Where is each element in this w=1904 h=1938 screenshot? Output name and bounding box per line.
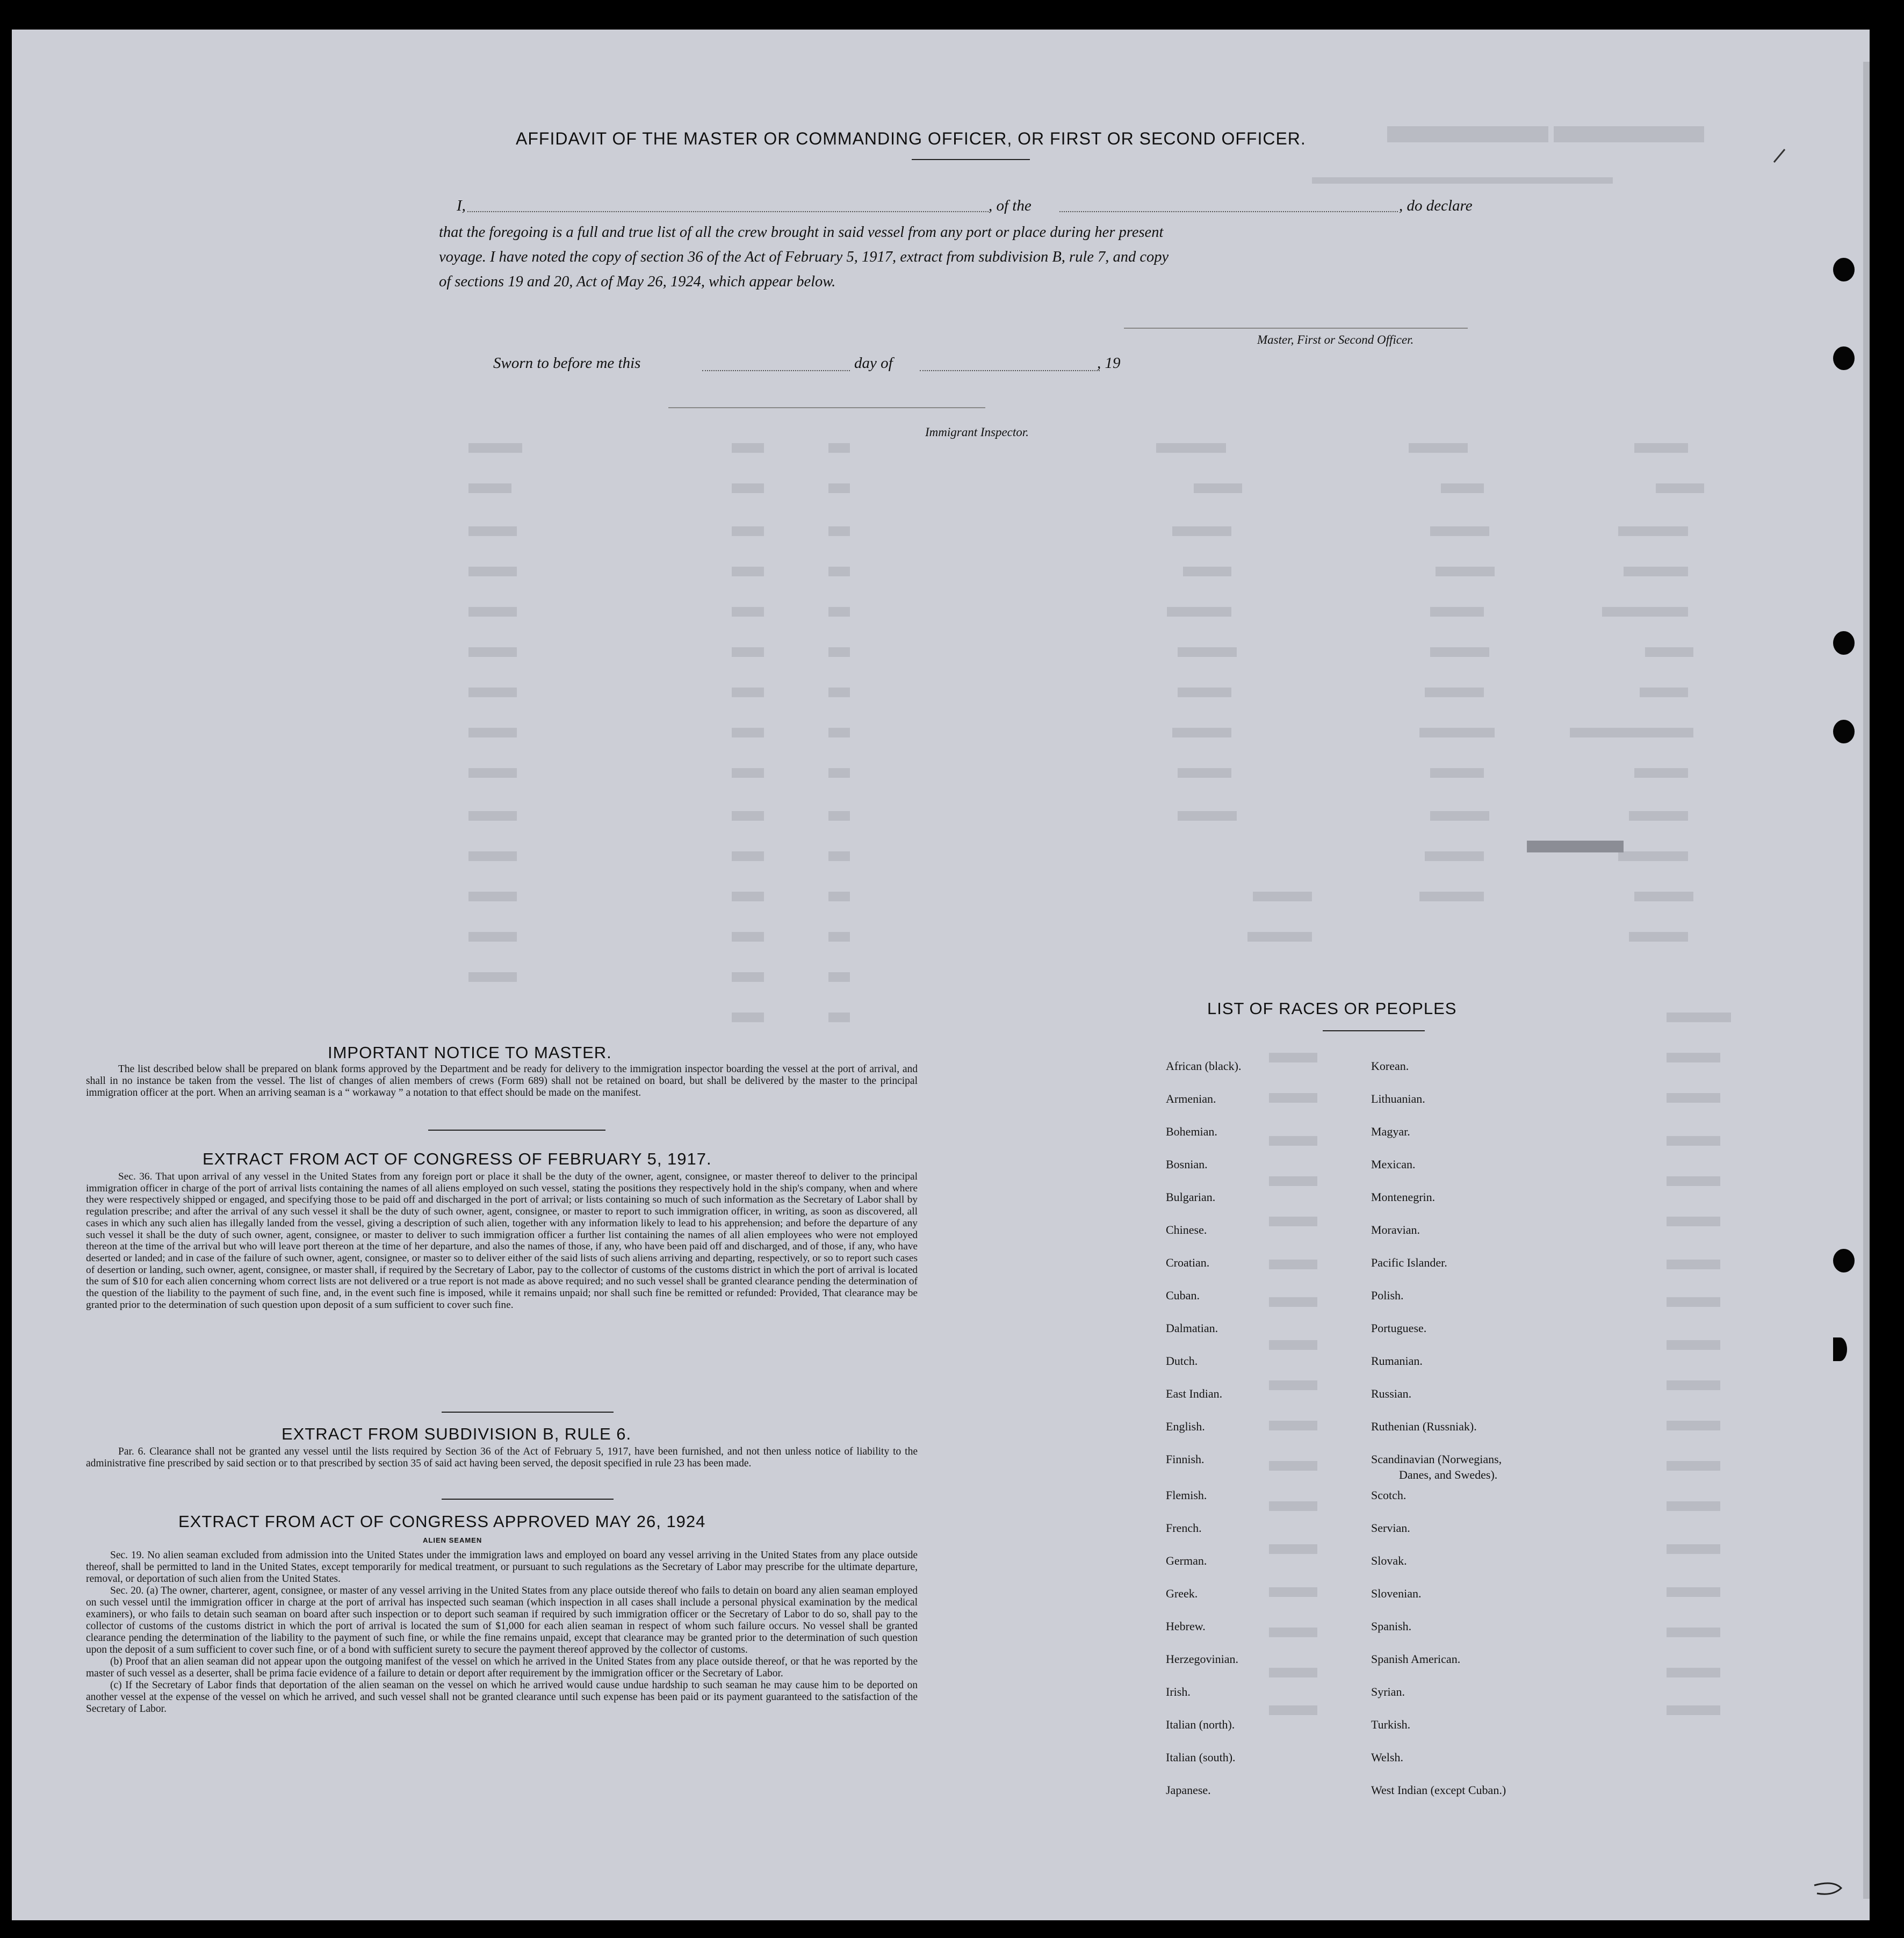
sec-20c-text: (c) If the Secretary of Labor finds that deportation of the alien seaman on the vessel on which he arrived would cause undue hardship to such seaman he may cause him to be deported on another vessel at the expense of the vessel on which he arrived, and such vessel shall not be granted clearance until such expense has been paid or its payment guaranteed to the satisfaction of the Secretary of Labor.	[86, 1680, 918, 1715]
races-title: LIST OF RACES OR PEOPLES	[1207, 999, 1457, 1018]
race-left-12: English.	[1166, 1420, 1205, 1433]
affidavit-body-line-3: of sections 19 and 20, Act of May 26, 1924, which appear below.	[439, 273, 836, 290]
race-left-23: Japanese.	[1166, 1783, 1211, 1797]
race-right-18: Spanish.	[1371, 1619, 1412, 1633]
vessel-name-field[interactable]	[1059, 211, 1398, 212]
race-right-14: Scotch.	[1371, 1488, 1407, 1502]
race-left-22: Italian (south).	[1166, 1751, 1236, 1764]
race-right-13: Scandinavian (Norwegians,	[1371, 1452, 1502, 1466]
affidavit-body-line-1: that the foregoing is a full and true list of all the crew brought in said vessel from any port or place during her present	[439, 224, 1164, 241]
race-left-18: Hebrew.	[1166, 1619, 1206, 1633]
race-left-15: French.	[1166, 1521, 1202, 1535]
extract-1917-title: EXTRACT FROM ACT OF CONGRESS OF FEBRUARY 5, 1917.	[203, 1149, 712, 1168]
extract-1917-text: Sec. 36. That upon arrival of any vessel in the United States from any foreign port or place it shall be the duty of the owner, agent, consignee, or master thereof to deliver to the principal immigration officer in charge of the port of arrival lists containing the names of all aliens employed on such vessel, stating the positions they respectively hold in the ship's company, when and where they were respectively shipped or engaged, and specifying those to be paid off and discharged in the port of arrival; or lists containing so much of such information as the Secretary of Labor shall by regulation prescribe; and after the arrival of any such vessel it shall be the duty of such owner, agent, consignee, or master to report to such immigration officer, in writing, as soon as discovered, all cases in which any such alien has illegally landed from the vessel, giving a description of such alien, together with any information likely to lead to his apprehension; and before the departure of any such vessel it shall be the duty of such owner, agent, consignee, or master to deliver to such immigration officer a further list containing the names of all alien employees who were not employed thereon at the time of the arrival but who will leave port thereon at the time of her departure, and also the names of those, if any, who have been paid off and discharged, and of those, if any, who have deserted or landed; and in case of the failure of such owner, agent, consignee, or master so to deliver either of the said lists of such aliens arriving and departing, respectively, or so to report such cases of desertion or landing, such owner, agent, consignee, or master shall, if required by the Secretary of Labor, pay to the collector of customs of the customs district in which the port of arrival is located the sum of $10 for each alien concerning whom correct lists are not delivered or a true report is not made as above required; and no such vessel shall be granted clearance pending the determination of the question of the liability to the payment of such fine, and, in the event such fine is imposed, while it remains unpaid; nor shall such fine be remitted or refunded: Provided, That clearance may be granted prior to the determination of such question upon deposit of a sum sufficient to cover such fine.	[86, 1171, 918, 1311]
race-left-14: Flemish.	[1166, 1488, 1207, 1502]
sec-20a-text: Sec. 20. (a) The owner, charterer, agent, consignee, or master of any vessel arriving in the United States from any place outside thereof who fails to detain on board any alien seaman employed on such vessel until the immigration officer in charge at the port of arrival has inspected such seaman (which inspection in all cases shall include a personal physical examination by the medical examiners), or who fails to detain such seaman on board after such inspection or to deport such seaman if required by such immigration officer or the Secretary of Labor to do so, shall pay to the collector of customs of the customs district in which the port of arrival is located the sum of $1,000 for each alien seaman in respect of whom such failure occurs. No vessel shall be granted clearance pending the determination of the liability to the payment of such fine, or while the fine remains unpaid, except that clearance may be granted prior to the determination of such question upon the deposit of a sum sufficient to cover such fine, or of a bond with sufficient surety to secure the payment thereof approved by the collector of customs.	[86, 1585, 918, 1655]
subdivision-text: Par. 6. Clearance shall not be granted any vessel until the lists required by Section 36 of the Act of February 5, 1917, have been furnished, and not then unless notice of liability to the administrative fine prescribed by said section or to that prescribed by section 35 of said act having been served, the deposit specified in rule 23 has been made.	[86, 1446, 918, 1469]
race-left-3: Bohemian.	[1166, 1125, 1217, 1138]
race-left-2: Armenian.	[1166, 1092, 1216, 1105]
sec-19-text: Sec. 19. No alien seaman excluded from admission into the United States under the immigration laws and employed on board any vessel arriving in the United States from any place outside thereof, shall be permitted to land in the United States, except temporarily for medical treatment, or pursuant to such regulations as the Secretary of Labor may prescribe for the ultimate departure, removal, or deportation of such alien from the United States.	[86, 1550, 918, 1585]
race-left-13: Finnish.	[1166, 1452, 1205, 1466]
race-right-11: Russian.	[1371, 1387, 1412, 1400]
affidavit-declare: , do declare	[1399, 197, 1473, 214]
race-right-1: Korean.	[1371, 1059, 1409, 1073]
race-right-6: Moravian.	[1371, 1223, 1420, 1236]
race-right-15: Servian.	[1371, 1521, 1410, 1535]
race-left-1: African (black).	[1166, 1059, 1242, 1073]
document-page	[12, 30, 1870, 1920]
sworn-date-field[interactable]	[702, 370, 850, 371]
race-right-10: Rumanian.	[1371, 1354, 1423, 1368]
race-left-5: Bulgarian.	[1166, 1190, 1216, 1204]
race-right-9: Portuguese.	[1371, 1321, 1427, 1335]
inspector-signature-label: Immigrant Inspector.	[925, 425, 1029, 439]
race-right-12: Ruthenian (Russniak).	[1371, 1420, 1477, 1433]
race-right-13-cont: Danes, and Swedes).	[1399, 1468, 1498, 1481]
race-left-20: Irish.	[1166, 1685, 1191, 1698]
race-right-8: Polish.	[1371, 1289, 1404, 1302]
inspector-signature-line[interactable]	[668, 407, 985, 408]
race-left-11: East Indian.	[1166, 1387, 1223, 1400]
sworn-month-field[interactable]	[920, 370, 1100, 371]
race-right-21: Turkish.	[1371, 1718, 1411, 1731]
subdivision-title: EXTRACT FROM SUBDIVISION B, RULE 6.	[282, 1424, 632, 1443]
extract-1924-title: EXTRACT FROM ACT OF CONGRESS APPROVED MAY 26, 1924	[178, 1512, 706, 1531]
race-left-17: Greek.	[1166, 1587, 1198, 1600]
notice-title: IMPORTANT NOTICE TO MASTER.	[328, 1043, 612, 1062]
race-left-7: Croatian.	[1166, 1256, 1210, 1269]
race-right-20: Syrian.	[1371, 1685, 1405, 1698]
master-signature-line[interactable]	[1124, 328, 1468, 329]
races-rule	[1323, 1030, 1425, 1031]
race-left-19: Herzegovinian.	[1166, 1652, 1238, 1666]
race-right-22: Welsh.	[1371, 1751, 1403, 1764]
sworn-day-label: day of	[854, 355, 893, 372]
affidavit-i: I,	[457, 197, 466, 214]
race-right-5: Montenegrin.	[1371, 1190, 1436, 1204]
notice-text: The list described below shall be prepared on blank forms approved by the Department and be ready for delivery to the immigration inspector boarding the vessel at the port of arrival, and shall in no instance be taken from the vessel. The list of changes of alien members of crews (Form 689) shall not be retained on board, but shall be delivered by the master to the principal immigration officer at the port. When an arriving seaman is a “ workaway ” a notation to that effect should be made on the manifest.	[86, 1064, 918, 1098]
race-right-19: Spanish American.	[1371, 1652, 1461, 1666]
race-right-23: West Indian (except Cuban.)	[1371, 1783, 1506, 1797]
divider-rule-3	[442, 1499, 614, 1500]
race-left-10: Dutch.	[1166, 1354, 1198, 1368]
divider-rule-1	[428, 1130, 605, 1131]
sworn-label: Sworn to before me this	[493, 355, 641, 372]
affidavit-body-line-2: voyage. I have noted the copy of section 36 of the Act of February 5, 1917, extract from subdivision B, rule 7, and copy	[439, 249, 1169, 265]
race-right-16: Slovak.	[1371, 1554, 1407, 1567]
pencil-mark	[1769, 145, 1801, 167]
master-signature-label: Master, First or Second Officer.	[1257, 333, 1414, 346]
affidavit-of-the: , of the	[989, 197, 1032, 214]
divider-rule-2	[442, 1412, 614, 1413]
race-left-21: Italian (north).	[1166, 1718, 1235, 1731]
race-right-17: Slovenian.	[1371, 1587, 1422, 1600]
affidavit-title: AFFIDAVIT OF THE MASTER OR COMMANDING OFFICER, OR FIRST OR SECOND OFFICER.	[516, 129, 1306, 148]
extract-1924-text	[86, 1550, 918, 1715]
sec-20b-text: (b) Proof that an alien seaman did not appear upon the outgoing manifest of the vessel on which he arrived in the United States from any place outside thereof, or that he was reported by the master of such vessel as a deserter, shall be prima facie evidence of a failure to detain or deport after requirement by the immigration officer or the Secretary of Labor.	[86, 1656, 918, 1679]
sworn-year-label: , 19	[1097, 355, 1121, 372]
race-right-2: Lithuanian.	[1371, 1092, 1425, 1105]
race-left-9: Dalmatian.	[1166, 1321, 1218, 1335]
race-left-6: Chinese.	[1166, 1223, 1207, 1236]
race-left-4: Bosnian.	[1166, 1158, 1208, 1171]
race-right-4: Mexican.	[1371, 1158, 1416, 1171]
affidavit-rule	[912, 159, 1030, 160]
race-left-8: Cuban.	[1166, 1289, 1200, 1302]
extract-1924-subtitle: ALIEN SEAMEN	[423, 1536, 482, 1544]
race-left-16: German.	[1166, 1554, 1207, 1567]
race-right-7: Pacific Islander.	[1371, 1256, 1447, 1269]
race-right-3: Magyar.	[1371, 1125, 1410, 1138]
page-curl-mark	[1812, 1877, 1855, 1904]
master-name-field[interactable]	[467, 211, 989, 212]
